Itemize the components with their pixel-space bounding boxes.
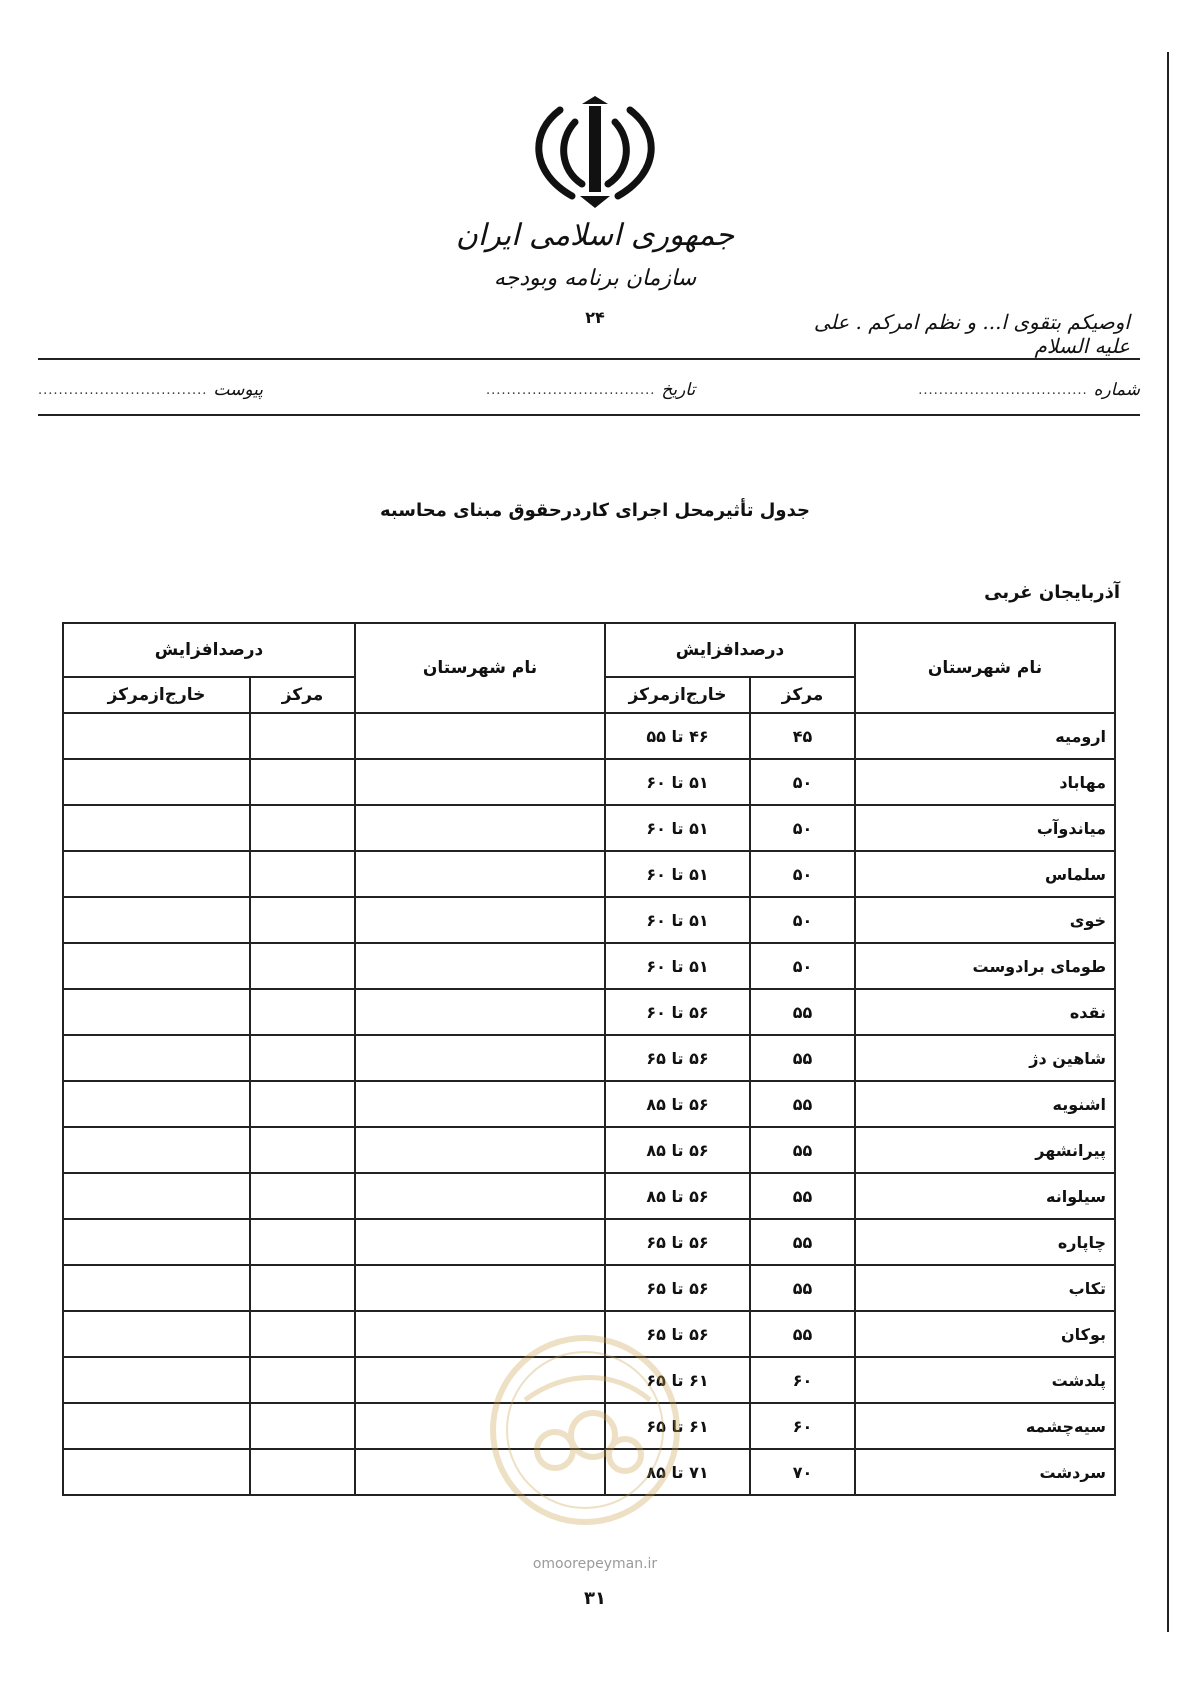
meta-attachment [38,380,263,400]
center-cell-left [250,1035,355,1081]
county-name-cell-left [355,943,605,989]
table-row [63,713,1115,759]
outside-cell-left [63,851,250,897]
iran-emblem-icon [520,92,670,212]
outside-cell-left [63,943,250,989]
county-name-cell-left [355,1035,605,1081]
outside-cell: ۵۶ تا ۸۵ [605,1081,750,1127]
outside-cell: ۵۶ تا ۶۵ [605,1035,750,1081]
outside-cell: ۵۱ تا ۶۰ [605,851,750,897]
center-cell-left [250,1127,355,1173]
meta-date-label: تاریخ [661,380,696,400]
meta-number [918,380,1140,400]
outside-cell: ۶۱ تا ۶۵ [605,1357,750,1403]
center-cell: ۵۵ [750,1219,855,1265]
outside-cell-left [63,1357,250,1403]
center-cell-left [250,1081,355,1127]
table-row [63,989,1115,1035]
watermark-site: omoorepeyman.ir [532,1556,658,1572]
meta-date [486,380,695,400]
center-cell-left [250,1219,355,1265]
center-cell: ۵۰ [750,943,855,989]
center-cell-left [250,759,355,805]
table-row [63,1219,1115,1265]
county-name-cell: اشنویه [855,1081,1115,1127]
center-cell-left [250,1173,355,1219]
outside-cell-left [63,989,250,1035]
county-name-cell-left [355,1127,605,1173]
center-cell: ۵۰ [750,805,855,851]
outside-cell: ۴۶ تا ۵۵ [605,713,750,759]
county-name-cell-left [355,1265,605,1311]
outside-cell: ۷۱ تا ۸۵ [605,1449,750,1495]
county-name-cell: خوی [855,897,1115,943]
center-cell-left [250,943,355,989]
center-cell-left [250,713,355,759]
page-edge-rule [1167,52,1169,1632]
outside-cell: ۵۶ تا ۶۵ [605,1265,750,1311]
county-name-cell: نقده [855,989,1115,1035]
watermark-seal-icon [485,1330,685,1530]
center-cell: ۵۰ [750,851,855,897]
center-cell: ۵۵ [750,1265,855,1311]
header-title: جمهوری اسلامی ایران [455,218,735,253]
county-name-cell: چاپاره [855,1219,1115,1265]
table-row [63,805,1115,851]
center-cell: ۵۰ [750,897,855,943]
outside-cell-left [63,1265,250,1311]
center-cell-left [250,1311,355,1357]
center-cell: ۶۰ [750,1357,855,1403]
outside-cell: ۵۶ تا ۶۵ [605,1219,750,1265]
center-cell-left [250,1403,355,1449]
meta-date-value: ................................. [486,382,656,398]
outside-cell: ۵۱ تا ۶۰ [605,759,750,805]
outside-cell-left [63,1403,250,1449]
county-name-cell: ارومیه [855,713,1115,759]
outside-cell-left [63,1311,250,1357]
meta-number-value: ................................. [918,382,1088,398]
center-cell: ۵۵ [750,1311,855,1357]
meta-attachment-value: ................................. [38,382,208,398]
county-name-cell-left [355,851,605,897]
outside-cell: ۵۶ تا ۶۰ [605,989,750,1035]
county-name-cell: میاندوآب [855,805,1115,851]
county-name-cell: سلماس [855,851,1115,897]
center-cell-left [250,1449,355,1495]
center-cell-left [250,805,355,851]
outside-cell: ۵۱ تا ۶۰ [605,897,750,943]
col-outside-left: خارج‌ازمرکز [63,677,250,713]
outside-cell-left [63,1449,250,1495]
col-increase-right: درصدافزایش [605,623,855,677]
center-cell: ۵۵ [750,1081,855,1127]
county-name-cell-left [355,1219,605,1265]
table-row [63,943,1115,989]
header-motto: اوصیکم بتقوی ا... و نظم امرکم . علی علیه السلام [813,310,1130,358]
meta-attachment-label: پیوست [213,380,263,400]
county-name-cell-left [355,897,605,943]
county-name-cell: سیه‌چشمه [855,1403,1115,1449]
center-cell: ۵۰ [750,759,855,805]
document-title: جدول تأثیرمحل اجرای کاردرحقوق مبنای محاسبه [380,500,810,521]
table-row [63,1035,1115,1081]
county-name-cell-left [355,805,605,851]
outside-cell-left [63,713,250,759]
county-name-cell-left [355,1173,605,1219]
center-cell: ۵۵ [750,1127,855,1173]
center-cell: ۵۵ [750,1173,855,1219]
header-number: ۲۴ [585,308,605,327]
table-row [63,897,1115,943]
header-rule-bottom [38,414,1140,416]
outside-cell-left [63,759,250,805]
table-row [63,1081,1115,1127]
outside-cell: ۵۶ تا ۸۵ [605,1127,750,1173]
county-name-cell-left [355,759,605,805]
outside-cell-left [63,1081,250,1127]
col-increase-left: درصدافزایش [63,623,355,677]
outside-cell: ۵۶ تا ۶۵ [605,1311,750,1357]
table-row [63,1265,1115,1311]
county-name-cell: پلدشت [855,1357,1115,1403]
county-name-cell-left [355,713,605,759]
header-rule-top [38,358,1140,360]
outside-cell: ۵۱ تا ۶۰ [605,805,750,851]
county-name-cell: مهاباد [855,759,1115,805]
center-cell: ۵۵ [750,1035,855,1081]
meta-row [38,372,1140,408]
center-cell: ۷۰ [750,1449,855,1495]
center-cell-left [250,1265,355,1311]
center-cell: ۶۰ [750,1403,855,1449]
center-cell: ۴۵ [750,713,855,759]
county-name-cell-left [355,989,605,1035]
center-cell-left [250,989,355,1035]
county-name-cell-left [355,1081,605,1127]
outside-cell-left [63,805,250,851]
outside-cell-left [63,1035,250,1081]
table-row [63,759,1115,805]
county-name-cell: شاهین دژ [855,1035,1115,1081]
table-row [63,851,1115,897]
outside-cell-left [63,1127,250,1173]
county-name-cell: سردشت [855,1449,1115,1495]
center-cell: ۵۵ [750,989,855,1035]
county-name-cell: بوکان [855,1311,1115,1357]
table-row [63,1173,1115,1219]
col-outside-right: خارج‌ازمرکز [605,677,750,713]
col-county-name-left: نام شهرستان [355,623,605,713]
meta-number-label: شماره [1093,380,1140,400]
outside-cell-left [63,1219,250,1265]
header-subtitle: سازمان برنامه وبودجه [493,266,697,291]
col-county-name-right: نام شهرستان [855,623,1115,713]
county-name-cell: سیلوانه [855,1173,1115,1219]
center-cell-left [250,851,355,897]
outside-cell-left [63,897,250,943]
table-row [63,1127,1115,1173]
county-name-cell: طومای برادوست [855,943,1115,989]
county-name-cell: تکاب [855,1265,1115,1311]
center-cell-left [250,1357,355,1403]
outside-cell: ۵۶ تا ۸۵ [605,1173,750,1219]
outside-cell: ۶۱ تا ۶۵ [605,1403,750,1449]
province-name: آذربایجان غربی [984,582,1120,603]
center-cell-left [250,897,355,943]
page-number: ۳۱ [584,1588,606,1609]
col-center-right: مرکز [750,677,855,713]
col-center-left: مرکز [250,677,355,713]
outside-cell: ۵۱ تا ۶۰ [605,943,750,989]
county-name-cell: پیرانشهر [855,1127,1115,1173]
outside-cell-left [63,1173,250,1219]
